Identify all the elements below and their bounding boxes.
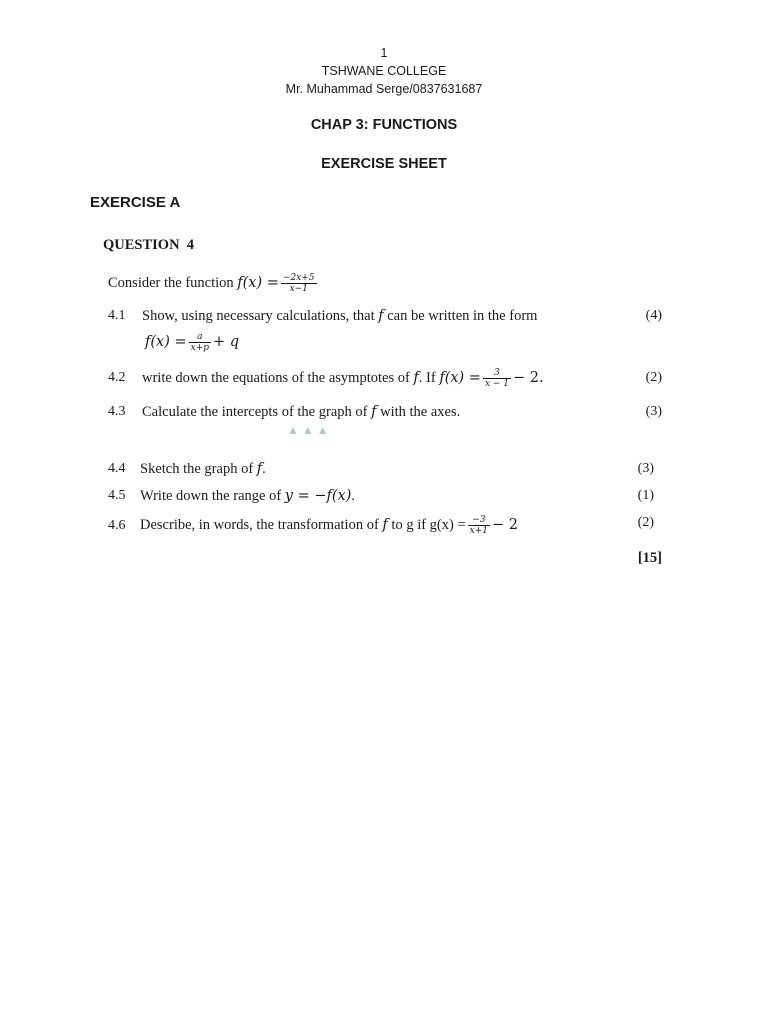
item-marks: (1)	[637, 488, 654, 503]
item-text-part: Describe, in words, the transformation of	[140, 516, 379, 533]
intro-fraction	[281, 273, 317, 294]
teacher-contact: Mr. Muhammad Serge/0837631687	[285, 82, 483, 96]
item-fraction-numerator: −3	[472, 515, 486, 525]
exercise-title: EXERCISE A	[90, 194, 181, 211]
item-marks: (4)	[645, 308, 662, 323]
form-numerator: a	[197, 332, 203, 342]
item-text	[142, 404, 460, 421]
item-fraction-numerator: 3	[494, 368, 500, 378]
item-fraction-denominator: x − 1	[484, 379, 510, 389]
item-text-part: Show, using necessary calculations, that	[142, 308, 375, 324]
item-text	[140, 461, 266, 478]
item-fraction-denominator: x+1	[469, 526, 488, 536]
item-text-part: Sketch the graph of	[140, 461, 254, 477]
item-marks: (2)	[645, 370, 662, 385]
intro-fraction-denominator: x−1	[281, 283, 317, 294]
item-text-part: Write down the range of	[140, 488, 282, 504]
item-math-lhs: f(x) =	[439, 369, 481, 386]
form-fraction	[189, 332, 211, 353]
watermark-logo: ▲▲▲	[287, 423, 332, 437]
item-variable: f	[371, 404, 377, 420]
item-number: 4.5	[108, 488, 126, 503]
intro-text: Consider the function	[108, 274, 234, 291]
item-text	[142, 368, 544, 389]
institution-name: TSHWANE COLLEGE	[321, 64, 447, 78]
item-math-tail: − 2.	[513, 369, 544, 386]
item-variable: f	[382, 516, 388, 533]
item-number: 4.3	[108, 404, 126, 419]
item-number: 4.2	[108, 370, 126, 385]
sheet-title: EXERCISE SHEET	[321, 156, 447, 172]
item-text-part: . If	[418, 369, 436, 386]
intro-fraction-numerator: −2x+5	[282, 273, 315, 283]
item-text-part: Calculate the intercepts of the graph of	[142, 404, 368, 420]
intro-function-lhs: f(x) =	[237, 274, 279, 291]
form-tail: + q	[213, 333, 240, 350]
form-denominator: x+p	[190, 343, 210, 353]
item-math: y = −f(x)	[284, 488, 352, 504]
form-lhs: f(x) =	[145, 333, 187, 350]
item-form-expression	[145, 332, 239, 353]
item-text-part: .	[351, 488, 355, 504]
item-text-part: to g if g(x) =	[391, 516, 466, 533]
page-number: 1	[380, 46, 388, 60]
question-intro	[108, 273, 319, 294]
item-number: 4.6	[108, 518, 126, 533]
item-text	[140, 488, 355, 505]
item-number: 4.1	[108, 308, 126, 323]
question-total: [15]	[637, 550, 662, 566]
item-variable: f	[256, 461, 263, 477]
item-marks: (3)	[645, 404, 662, 419]
item-text-part: can be written in the form	[387, 308, 538, 324]
item-text-part: .	[262, 461, 266, 477]
item-math-tail: − 2	[492, 516, 518, 533]
item-fraction	[483, 368, 511, 389]
item-marks: (2)	[637, 515, 654, 530]
item-fraction	[468, 515, 490, 536]
chapter-title: CHAP 3: FUNCTIONS	[310, 117, 458, 133]
item-text-part: write down the equations of the asymptotes of	[142, 369, 410, 386]
item-text	[142, 308, 537, 325]
item-marks: (3)	[637, 461, 654, 476]
item-number: 4.4	[108, 461, 126, 476]
item-variable: f	[413, 369, 419, 386]
item-text-part: with the axes.	[380, 404, 461, 420]
item-text	[140, 515, 518, 536]
item-variable: f	[378, 308, 384, 324]
question-title: QUESTION 4	[103, 237, 195, 253]
